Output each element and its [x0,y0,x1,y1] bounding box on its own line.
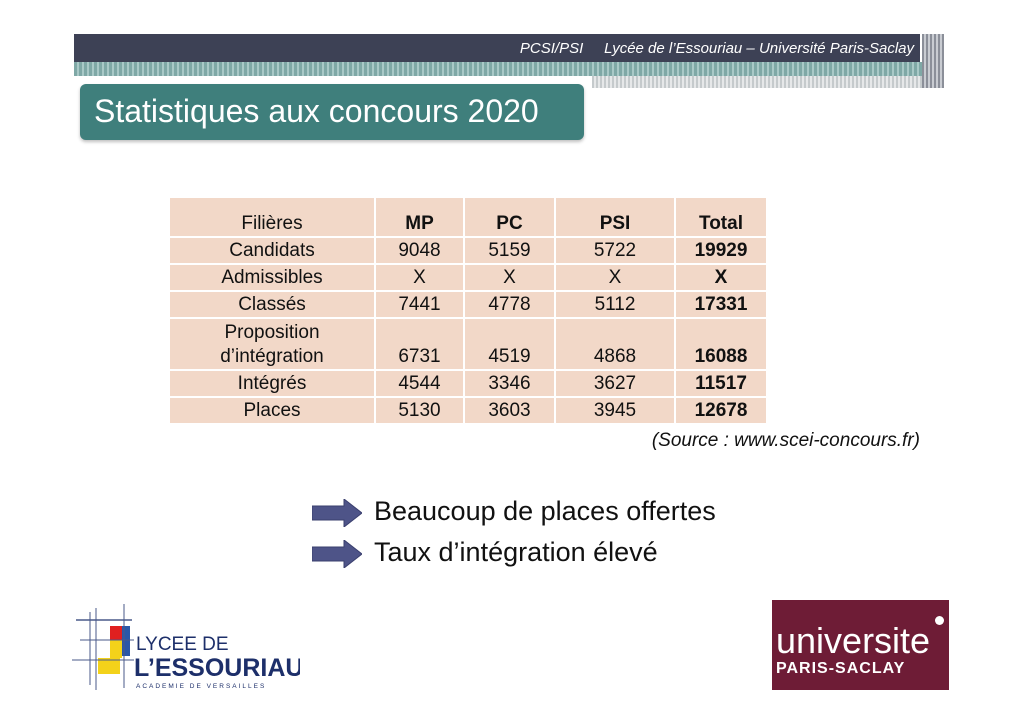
cell-total: 17331 [676,292,766,317]
header-text [520,40,914,57]
cell-psi: 5722 [556,238,674,263]
row-label: Places [170,398,374,423]
row-label: Intégrés [170,371,374,396]
universite-dot-icon [935,616,944,625]
cell-psi: 3627 [556,371,674,396]
header-course: PCSI/PSI [519,40,584,57]
cell-psi: 5112 [556,292,674,317]
cell-total: X [676,265,766,290]
cell-pc: 5159 [465,238,554,263]
header-institution: Lycée de l’Essouriau – Université Paris-Saclay [604,40,914,57]
header-cell-total: Total [676,198,766,236]
slide-title-box [80,84,584,140]
bullet-text: Taux d’intégration élevé [374,537,658,567]
header-cell-filieres: Filières [170,198,374,236]
cell-total: 16088 [676,319,766,369]
bullet-text: Beaucoup de places offertes [374,496,716,526]
row-label: Candidats [170,238,374,263]
arrow-right-icon [312,540,362,568]
table-row [170,371,766,396]
cell-total: 11517 [676,371,766,396]
table-row [170,265,766,290]
row-label: Admissibles [170,265,374,290]
cell-mp: 5130 [376,398,463,423]
cell-pc: 4778 [465,292,554,317]
paris-saclay-word: PARIS-SACLAY [776,660,906,677]
universite-paris-saclay-logo [772,600,949,690]
header-cell-pc: PC [465,198,554,236]
header-end-block [922,34,944,88]
lycee-logo-line1: LYCEE DE [136,634,229,655]
row-label-line1: Proposition [224,322,320,343]
table-row [170,398,766,423]
cell-pc: X [465,265,554,290]
table-row [170,238,766,263]
cell-psi: 3945 [556,398,674,423]
cell-mp: 7441 [376,292,463,317]
lycee-logo-graphic [70,600,300,695]
header-cell-mp: MP [376,198,463,236]
row-label-line2: d’intégration [220,346,324,367]
universite-word: universite [776,620,931,661]
cell-pc: 3346 [465,371,554,396]
slide-title: Statistiques aux concours 2020 [94,93,539,129]
table-row [170,319,766,369]
lycee-logo-line3: ACADEMIE DE VERSAILLES [136,683,267,690]
cell-mp: 4544 [376,371,463,396]
row-label [170,319,374,369]
header-stripe [74,62,944,76]
cell-mp: X [376,265,463,290]
cell-pc: 4519 [465,319,554,369]
cell-total: 19929 [676,238,766,263]
source-note: (Source : www.scei-concours.fr) [651,430,920,451]
table-header-row [170,198,766,236]
cell-psi: X [556,265,674,290]
table-row [170,292,766,317]
lycee-logo-line2: L’ESSOURIAU [134,654,300,682]
lycee-logo [70,600,300,695]
header-stripe-light [592,76,944,88]
cell-pc: 3603 [465,398,554,423]
cell-mp: 9048 [376,238,463,263]
cell-mp: 6731 [376,319,463,369]
row-label: Classés [170,292,374,317]
cell-psi: 4868 [556,319,674,369]
arrow-right-icon [312,499,362,527]
stats-table [168,196,768,425]
header-cell-psi: PSI [556,198,674,236]
cell-total: 12678 [676,398,766,423]
